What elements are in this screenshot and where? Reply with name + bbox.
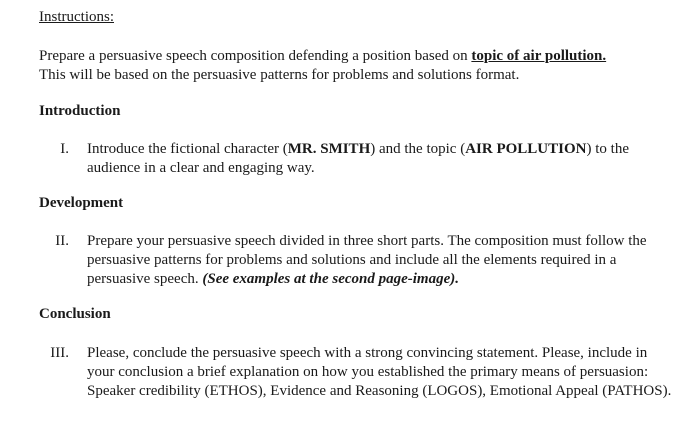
item-number: II.: [55, 233, 69, 249]
topic-highlight: topic of air pollution.: [471, 48, 607, 64]
instructions-label: Instructions:: [39, 9, 114, 25]
section-title-conclusion: Conclusion: [39, 306, 111, 322]
item-number: I.: [60, 141, 69, 157]
item-text: [87, 140, 672, 178]
item-text-part: ) and the topic (: [370, 141, 466, 157]
section-title-development: Development: [39, 195, 124, 211]
item-number: III.: [50, 345, 69, 361]
section-title-introduction: Introduction: [39, 103, 121, 119]
item-text-part: Introduce the fictional character (: [87, 141, 288, 157]
examples-note: (See examples at the second page-image).: [202, 271, 459, 287]
character-name: MR. SMITH: [287, 141, 371, 157]
intro-text: Prepare a persuasive speech composition defending a position based on: [39, 48, 472, 64]
topic-name: AIR POLLUTION: [465, 141, 587, 157]
item-text: Please, conclude the persuasive speech with a strong convincing statement. Please, include in your conclusion a brief explanation on how you established the primary means of persuasion: Speaker credibility (ETHOS), Evidence and Reasoning (LOGOS), Emotional Appeal (PATHOS).: [87, 345, 672, 399]
item-text-part: Prepare your persuasive speech divided in three short parts. The composition must follow the persuasive patterns for problems and solutions and include all the elements required in a persuasive speech.: [87, 233, 647, 287]
item-text-part: ) to the audience in a clear and engaging way.: [87, 141, 629, 176]
item-text: [87, 232, 672, 289]
intro-text-line2: This will be based on the persuasive patterns for problems and solutions format.: [39, 67, 520, 83]
intro-paragraph: [39, 47, 669, 85]
